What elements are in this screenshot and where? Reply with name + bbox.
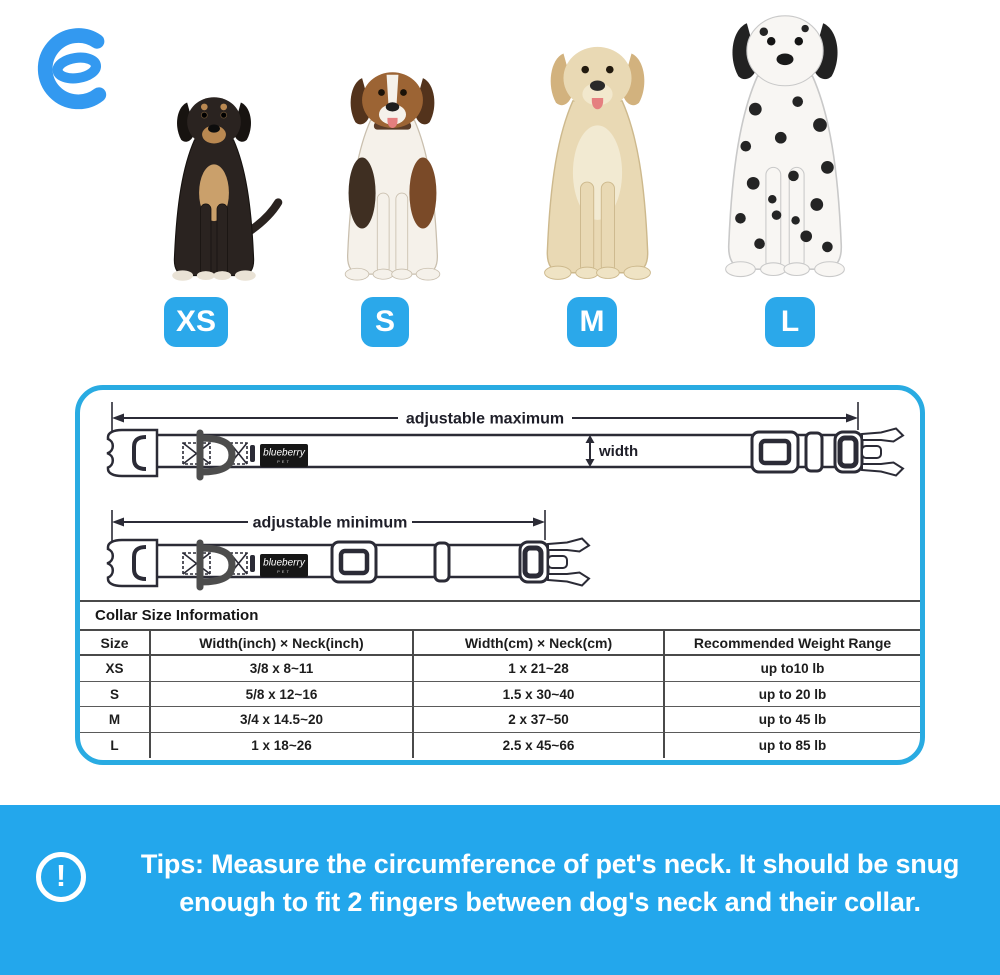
size-row-l — [80, 733, 920, 759]
brand-tag-text: blueberry — [263, 557, 305, 569]
col-header-size: Size — [80, 631, 151, 656]
cell-weight: up to 20 lb — [665, 682, 920, 708]
cell-weight: up to 45 lb — [665, 707, 920, 733]
adjustable-minimum-label: adjustable minimum — [252, 514, 408, 532]
cell-inch: 5/8 x 12~16 — [151, 682, 414, 708]
size-table-header-row — [80, 631, 920, 656]
dog-illustration-l-dalmatian — [679, 8, 891, 284]
dog-illustration-s-beagle — [308, 66, 477, 286]
size-row-xs — [80, 656, 920, 682]
brand-tag — [260, 444, 308, 467]
width-label: width — [599, 443, 639, 460]
size-badge-s: S — [361, 297, 409, 347]
brand-tag-subtext: PET — [277, 459, 291, 464]
collar-size-info-panel — [75, 385, 925, 765]
cell-weight: up to 85 lb — [758, 737, 827, 753]
brand-tag-text: blueberry — [263, 447, 305, 459]
tips-text: Tips: Measure the circumference of pet's neck. It should be snug enough to fit 2 fingers between dog's neck and their collar. — [140, 849, 960, 918]
cell-size: L — [80, 733, 151, 759]
cell-cm: 2.5 x 45~66 — [414, 733, 665, 759]
size-badge-m: M — [567, 297, 617, 347]
dog-illustration-xs-puppy — [139, 92, 289, 286]
size-row-m — [80, 707, 920, 733]
tri-glide-slider-icon — [752, 432, 798, 472]
cell-inch: 3/4 x 14.5~20 — [151, 707, 414, 733]
dog-illustration-m-golden-retriever — [503, 40, 692, 286]
size-row-s — [80, 682, 920, 708]
col-header-width-neck-cm: Width(cm) × Neck(cm) — [414, 631, 665, 656]
size-table-title: Collar Size Information — [80, 602, 920, 631]
collar-minimum-diagram — [108, 510, 589, 587]
buckle-male-icon — [835, 429, 903, 476]
cell-cm: 1.5 x 30~40 — [414, 682, 665, 708]
size-badge-xs: XS — [164, 297, 228, 347]
cell-inch: 1 x 18~26 — [151, 733, 414, 759]
brand-tag — [260, 554, 308, 577]
buckle-male-icon — [520, 539, 589, 586]
collar-maximum-diagram — [108, 402, 903, 477]
cell-weight: up to10 lb — [665, 656, 920, 682]
buckle-female-icon — [108, 540, 157, 586]
cell-size: XS — [80, 656, 151, 682]
brand-logo-icon — [28, 22, 120, 114]
col-header-width-neck-inch: Width(inch) × Neck(inch) — [151, 631, 414, 656]
keeper-loop-icon — [435, 543, 449, 581]
col-header-weight-range: Recommended Weight Range — [665, 631, 920, 656]
brand-tag-subtext: PET — [277, 569, 291, 574]
buckle-female-icon — [108, 430, 157, 476]
cell-cm: 2 x 37~50 — [414, 707, 665, 733]
tips-banner — [0, 805, 1000, 975]
keeper-loop-icon — [806, 433, 822, 471]
cell-cm: 1 x 21~28 — [414, 656, 665, 682]
cell-inch: 3/8 x 8~11 — [151, 656, 414, 682]
exclamation-circle-icon: ! — [36, 852, 86, 902]
cell-size: S — [80, 682, 151, 708]
size-table — [80, 600, 920, 760]
adjustable-maximum-label: adjustable maximum — [405, 410, 565, 428]
cell-size: M — [80, 707, 151, 733]
size-badge-l: L — [765, 297, 815, 347]
tri-glide-slider-icon — [332, 542, 376, 582]
